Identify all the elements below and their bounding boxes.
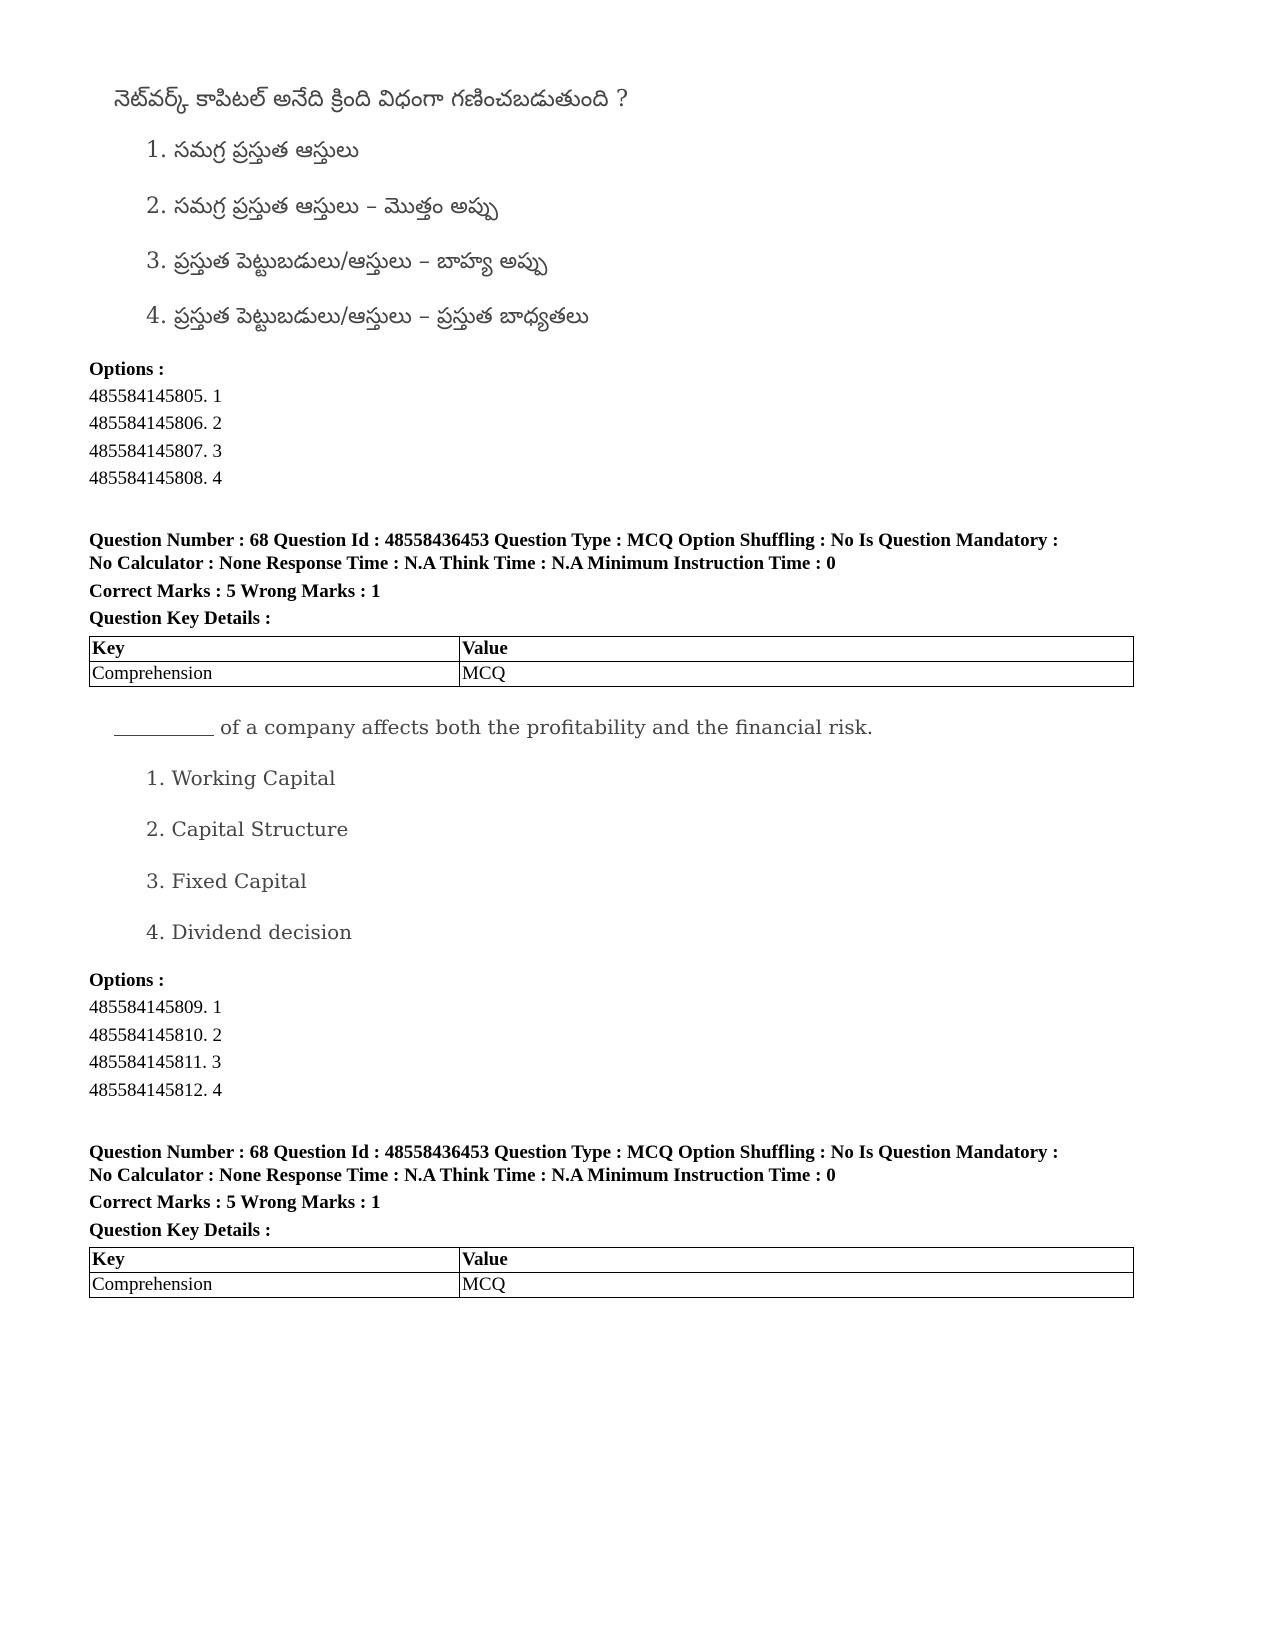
question-choice: 3. ప్రస్తుత పెట్టుబడులు/ఆస్తులు – బాహ్య అప్పు <box>146 249 548 274</box>
question-choice: 1. Working Capital <box>146 766 336 790</box>
question-image-telugu <box>110 78 790 358</box>
question-stem-text: of a company affects both the profitability and the financial risk. <box>220 715 874 739</box>
table-cell: Comprehension <box>90 1273 460 1298</box>
option-item: 485584145806. 2 <box>89 413 222 434</box>
table-row <box>90 662 1134 687</box>
option-item: 485584145809. 1 <box>89 997 222 1018</box>
question-choice: 1. సమగ్ర ప్రస్తుత ఆస్తులు <box>146 138 360 163</box>
question-stem <box>114 715 873 739</box>
table-row <box>90 1273 1134 1298</box>
table-cell: MCQ <box>460 662 1134 687</box>
question-header: Question Number : 68 Question Id : 48558436453 Question Type : MCQ Option Shuffling : No Is Question Mandatory : <box>89 1142 1059 1163</box>
table-header-cell: Value <box>460 1248 1134 1273</box>
table-header-cell: Value <box>460 637 1134 662</box>
question-choice: 4. ప్రస్తుత పెట్టుబడులు/ఆస్తులు – ప్రస్తుత బాధ్యతలు <box>146 304 590 329</box>
option-item: 485584145811. 3 <box>89 1052 222 1073</box>
table-cell: Comprehension <box>90 662 460 687</box>
option-item: 485584145812. 4 <box>89 1080 222 1101</box>
question-choice: 3. Fixed Capital <box>146 869 307 893</box>
fill-blank <box>114 735 214 736</box>
question-image-english <box>110 712 874 982</box>
table-header-row <box>90 637 1134 662</box>
options-label: Options : <box>89 970 165 991</box>
option-item: 485584145805. 1 <box>89 386 222 407</box>
key-details-label: Question Key Details : <box>89 1220 272 1241</box>
question-header: No Calculator : None Response Time : N.A Think Time : N.A Minimum Instruction Time : 0 <box>89 553 836 574</box>
option-item: 485584145808. 4 <box>89 468 222 489</box>
question-choice: 4. Dividend decision <box>146 920 353 944</box>
table-cell: MCQ <box>460 1273 1134 1298</box>
options-label: Options : <box>89 359 165 380</box>
question-choice: 2. Capital Structure <box>146 817 349 841</box>
question-header: Question Number : 68 Question Id : 48558436453 Question Type : MCQ Option Shuffling : No Is Question Mandatory : <box>89 530 1059 551</box>
table-header-cell: Key <box>90 637 460 662</box>
option-item: 485584145810. 2 <box>89 1025 222 1046</box>
key-details-label: Question Key Details : <box>89 608 272 629</box>
question-stem: నెట్‌వర్క్ కాపిటల్ అనేది క్రింది విధంగా గణించబడుతుంది ? <box>114 86 629 112</box>
option-item: 485584145807. 3 <box>89 441 222 462</box>
question-header: No Calculator : None Response Time : N.A Think Time : N.A Minimum Instruction Time : 0 <box>89 1165 836 1186</box>
marks-line: Correct Marks : 5 Wrong Marks : 1 <box>89 581 381 602</box>
question-choice: 2. సమగ్ర ప్రస్తుత ఆస్తులు – మొత్తం అప్పు <box>146 194 499 219</box>
marks-line: Correct Marks : 5 Wrong Marks : 1 <box>89 1192 381 1213</box>
table-header-cell: Key <box>90 1248 460 1273</box>
table-header-row <box>90 1248 1134 1273</box>
key-value-table <box>89 636 1134 687</box>
key-value-table <box>89 1247 1134 1298</box>
